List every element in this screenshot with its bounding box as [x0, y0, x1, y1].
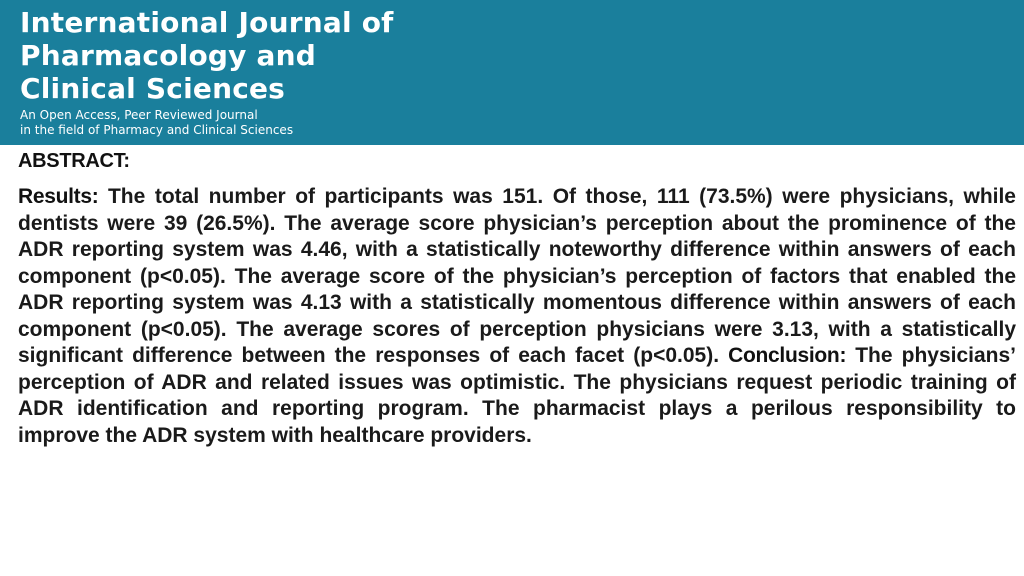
abstract-body	[18, 184, 1016, 449]
journal-subtitle-line: An Open Access, Peer Reviewed Journal	[20, 108, 258, 122]
journal-subtitle-line: in the field of Pharmacy and Clinical Sciences	[20, 123, 294, 137]
results-label: Results:	[18, 185, 99, 208]
conclusion-text: The physicians’ perception of ADR and related issues was optimistic. The physicians request periodic training of ADR identification and reporting program. The pharmacist plays a perilous responsibility to improve the ADR system with healthcare providers.	[18, 344, 1017, 447]
journal-title	[20, 6, 540, 105]
journal-title-line: International Journal of	[20, 6, 394, 39]
conclusion-label: Conclusion:	[728, 344, 847, 367]
journal-banner	[0, 0, 1024, 145]
journal-subtitle	[20, 108, 293, 138]
results-text: The total number of participants was 151. Of those, 111 (73.5%) were physicians, while dentists were 39 (26.5%). The average score physician’s perception about the prominence of the ADR reporting system was 4.46, with a statistically noteworthy difference within answers of each component (p<0.05). The average score of the physician’s perception of factors that enabled the ADR reporting system was 4.13 with a statistically momentous difference within answers of each component (p<0.05). The average scores of perception physicians were 3.13, with a statistically significant difference between the responses of each facet (p<0.05).	[18, 185, 1016, 367]
abstract-section	[18, 148, 1016, 449]
journal-title-line: Clinical Sciences	[20, 72, 286, 105]
journal-title-line: Pharmacology and	[20, 39, 317, 72]
abstract-heading: ABSTRACT:	[18, 150, 130, 172]
